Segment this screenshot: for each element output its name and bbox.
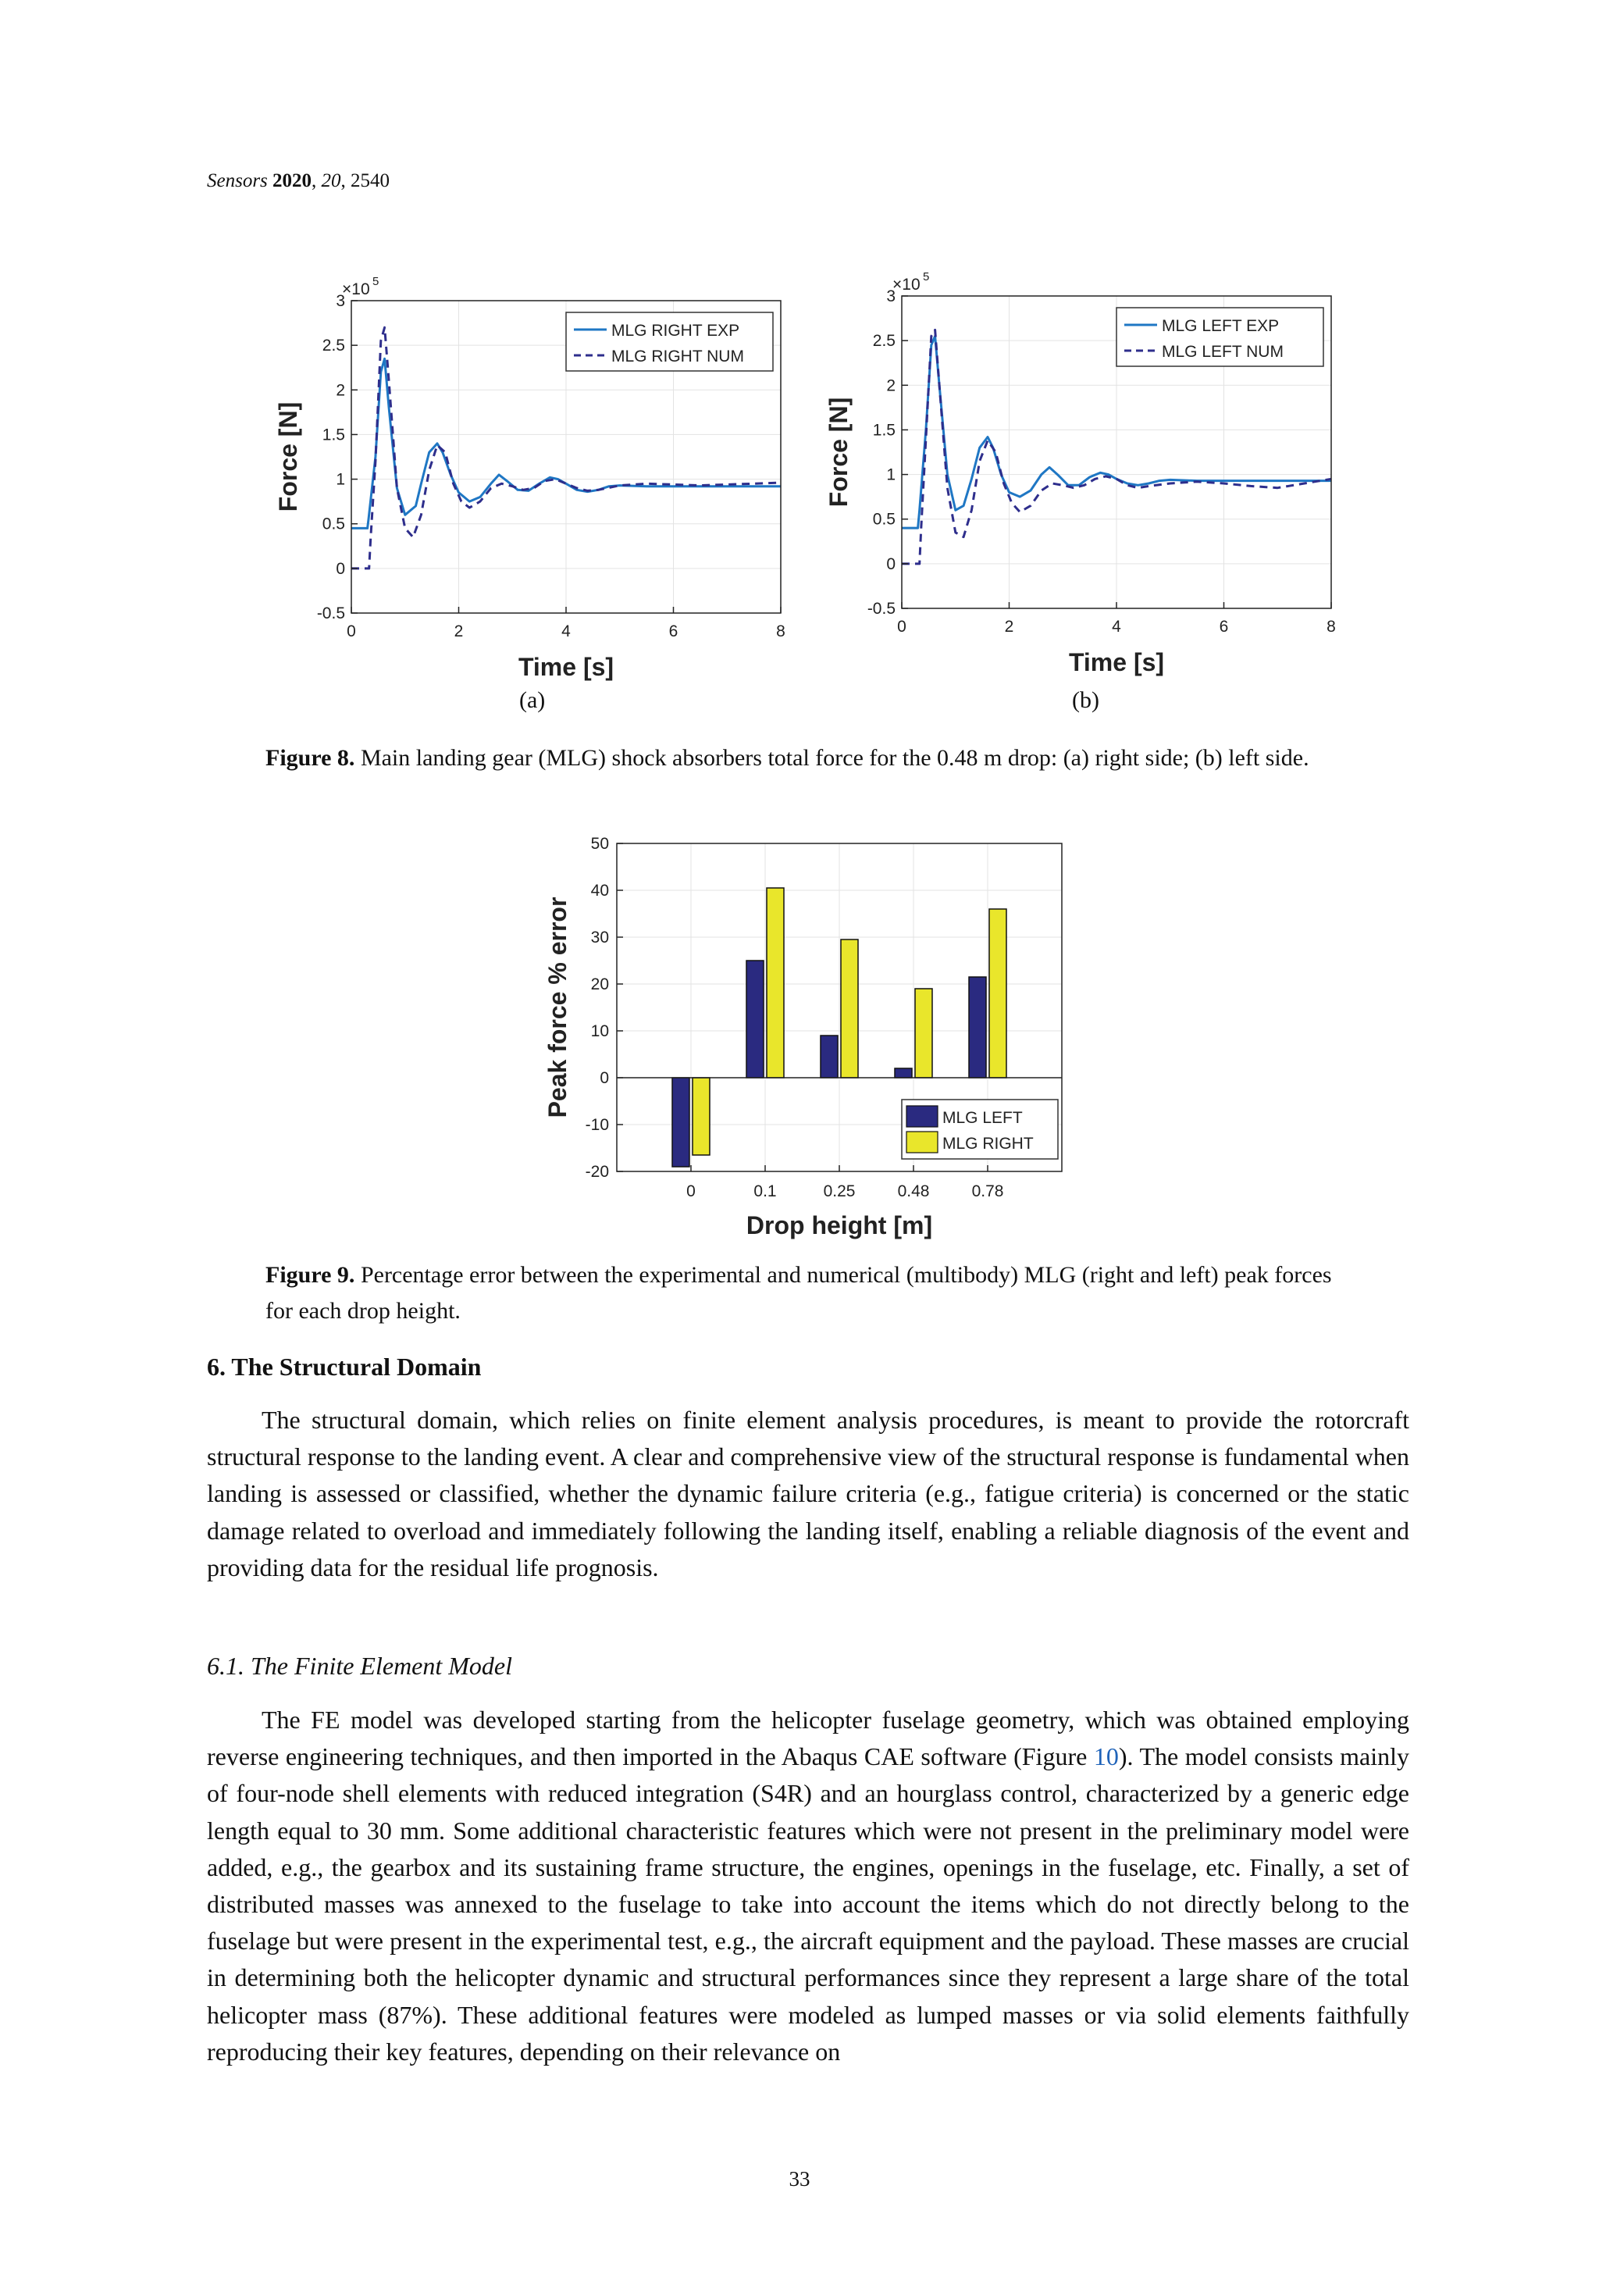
page-number: 33 (789, 2167, 810, 2191)
figure9-chart (539, 828, 1085, 1250)
bar-mlg-left-0.1 (746, 961, 764, 1078)
figure9-caption (265, 1257, 1359, 1329)
figure8-caption (265, 740, 1359, 776)
x-tick-label: 6 (668, 622, 678, 640)
y-tick-label: 1 (886, 465, 896, 484)
y-tick-label: 1.5 (872, 421, 896, 440)
x-axis-label: Time [s] (518, 653, 614, 681)
figure10-link[interactable]: 10 (1093, 1742, 1119, 1771)
x-tick-label: 4 (561, 622, 571, 640)
bar-mlg-left-0.48 (895, 1068, 912, 1078)
legend-label-0: MLG RIGHT EXP (611, 322, 740, 340)
y-tick-label: 50 (590, 835, 609, 853)
section-title: 6. The Structural Domain (207, 1353, 482, 1381)
bar-mlg-right-0.1 (767, 888, 784, 1078)
y-tick-label: 2 (886, 376, 896, 395)
x-tick-label: 0.48 (897, 1182, 930, 1200)
y-tick-label: 10 (590, 1022, 609, 1040)
y-tick-label: 2.5 (872, 332, 896, 351)
bar-mlg-right-0 (693, 1078, 710, 1155)
legend-label-1: MLG RIGHT (942, 1135, 1034, 1153)
x-tick-label: 8 (776, 622, 785, 640)
y-axis-multiplier: ×10 (892, 276, 921, 294)
bar-mlg-left-0.25 (821, 1036, 838, 1078)
y-tick-label: 20 (590, 975, 609, 993)
y-axis-multiplier: ×10 (342, 280, 370, 298)
y-axis-exponent: 5 (923, 270, 930, 283)
x-tick-label: 2 (454, 622, 464, 640)
figure8a-sublabel: (a) (519, 687, 546, 713)
bar-mlg-right-0.48 (915, 989, 932, 1078)
section61-paragraph-end: ). The model consists mainly of four-node shell elements with reduced integration (S4R) and an hourglass control, characterized by a generic edge length equal to 30 mm. Some additional characteristic features which were not present in the preliminary model were added, e.g., the gearbox and its sustaining frame structure, the engines, openings in the fuselage, etc. Finally, a set of distributed masses was annexed to the fuselage to take into account the items which do not directly belong to the fuselage but were present in the experimental test, e.g., the aircraft equipment and the payload. These masses are crucial in determining both the helicopter dynamic and structural performances since they represent a large share of the total helicopter mass (87%). These additional features were modeled as lumped masses or via solid elements faithfully reproducing their key features, depending on their relevance on (207, 1742, 1410, 2066)
x-axis-label: Drop height [m] (746, 1211, 933, 1239)
x-tick-label: 0.1 (753, 1182, 777, 1200)
x-axis-label: Time [s] (1068, 648, 1165, 676)
legend-label-0: MLG LEFT EXP (1162, 317, 1280, 335)
legend-swatch-0 (906, 1106, 938, 1127)
y-axis-label: Force [N] (824, 397, 853, 508)
y-tick-label: 0 (886, 554, 896, 573)
figure8-caption-text: Main landing gear (MLG) shock absorbers total force for the 0.48 m drop: (a) right side; (b) left side. (360, 745, 1309, 771)
y-tick-label: 0 (336, 559, 345, 578)
running-header: Sensors 2020, 20, 2540 (207, 170, 390, 191)
subsection-title: 6.1. The Finite Element Model (207, 1652, 513, 1680)
figure8b-sublabel: (b) (1072, 687, 1099, 713)
x-tick-label: 0 (347, 622, 356, 640)
x-tick-label: 0.25 (823, 1182, 856, 1200)
article-number: 2540 (351, 170, 390, 191)
y-tick-label: -0.5 (316, 604, 345, 622)
y-tick-label: -0.5 (867, 600, 896, 618)
figure8-caption-label: Figure 8. (265, 745, 355, 771)
x-tick-label: 0.78 (971, 1182, 1004, 1200)
y-tick-label: 0.5 (872, 510, 896, 529)
y-tick-label: 0.5 (322, 515, 345, 533)
section6-paragraph (207, 1402, 1409, 1586)
legend-label-1: MLG RIGHT NUM (611, 348, 744, 365)
y-axis-exponent: 5 (372, 275, 379, 288)
y-tick-label: 1 (336, 470, 345, 489)
bar-mlg-left-0 (672, 1078, 689, 1167)
y-tick-label: -10 (585, 1116, 609, 1134)
figure8b-chart (824, 261, 1355, 683)
x-tick-label: 2 (1004, 618, 1014, 636)
journal-year: 2020 (272, 170, 312, 191)
y-tick-label: 30 (590, 929, 609, 947)
legend-label-1: MLG LEFT NUM (1162, 343, 1284, 361)
legend-swatch-1 (906, 1132, 938, 1153)
y-axis-label: Force [N] (274, 401, 302, 512)
y-tick-label: 3 (886, 287, 896, 305)
figure8a-chart (273, 266, 804, 687)
y-tick-label: 3 (336, 292, 345, 310)
y-tick-label: -20 (585, 1163, 609, 1181)
x-tick-label: 8 (1327, 618, 1336, 636)
x-tick-label: 0 (686, 1182, 696, 1200)
bar-mlg-left-0.78 (969, 977, 986, 1078)
x-tick-label: 4 (1112, 618, 1121, 636)
journal-name: Sensors (207, 170, 268, 191)
legend-label-0: MLG LEFT (942, 1109, 1023, 1127)
x-tick-label: 6 (1219, 618, 1229, 636)
section6-paragraph-text: The structural domain, which relies on finite element analysis procedures, is meant to provide the rotorcraft structural response to the landing event. A clear and comprehensive view of the structural response is fundamental when landing is assessed or classified, whether the dynamic failure criteria (e.g., fatigue criteria) is concerned or the static damage related to overload and immediately following the landing itself, enabling a reliable diagnosis of the event and providing data for the residual life prognosis. (207, 1406, 1409, 1581)
y-tick-label: 2.5 (322, 337, 345, 355)
x-tick-label: 0 (897, 618, 906, 636)
y-tick-label: 0 (600, 1069, 609, 1087)
bar-mlg-right-0.78 (989, 909, 1006, 1078)
journal-volume: 20 (321, 170, 341, 191)
section61-paragraph-start: The FE model was developed starting from the helicopter fuselage geometry, which was obtained employing reverse engineering techniques, and then imported in the Abaqus CAE software (Figure (207, 1706, 1409, 1771)
y-tick-label: 2 (336, 381, 345, 400)
y-axis-label: Peak force % error (543, 897, 572, 1118)
y-tick-label: 40 (590, 882, 609, 900)
section61-paragraph (207, 1702, 1409, 2070)
bar-mlg-right-0.25 (841, 939, 858, 1078)
figure9-caption-text: Percentage error between the experimental and numerical (multibody) MLG (right and left) peak forces for each drop height. (265, 1262, 1332, 1324)
y-tick-label: 1.5 (322, 426, 345, 444)
figure9-caption-label: Figure 9. (265, 1262, 355, 1288)
